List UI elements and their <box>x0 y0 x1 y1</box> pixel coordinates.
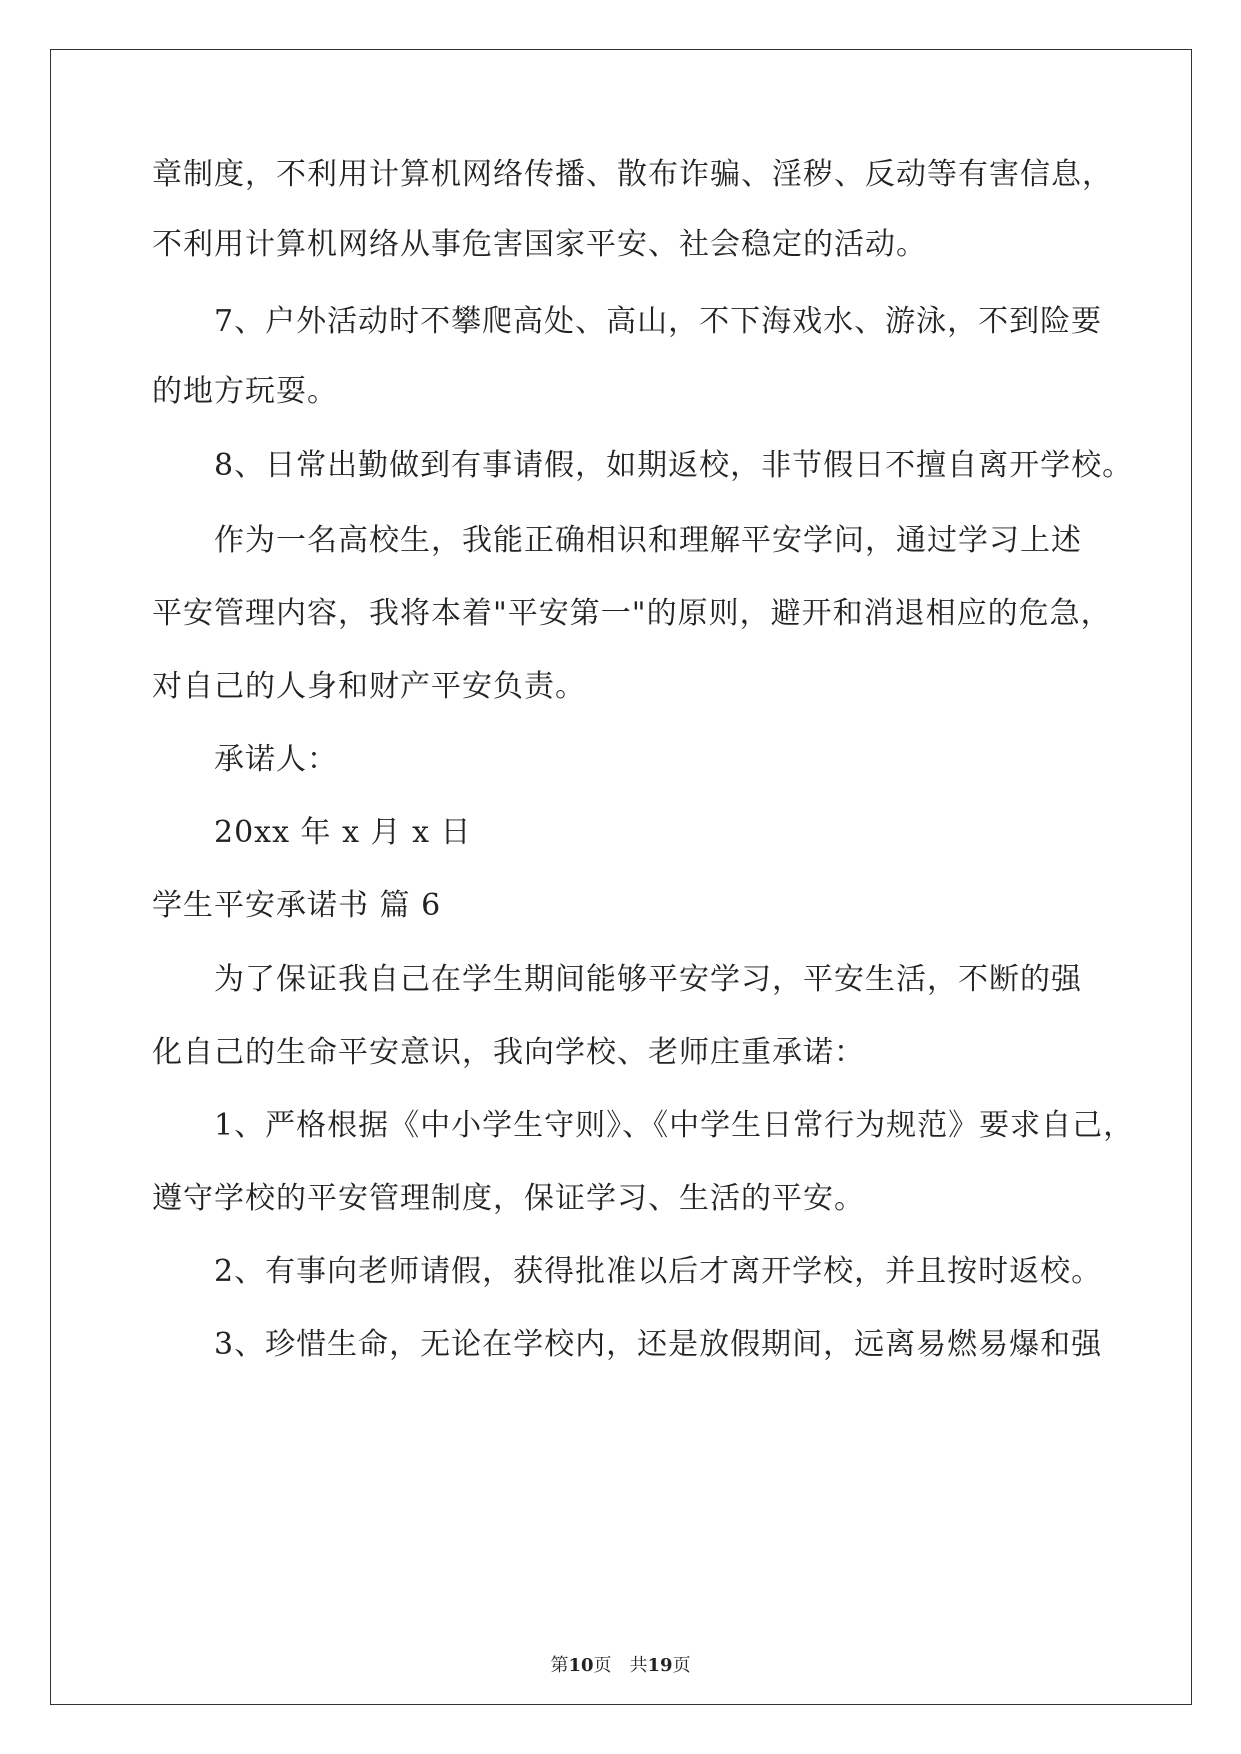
footer-total-prefix: 共 <box>629 1655 648 1676</box>
body-line-11: 1、严格根据《中小学生守则》、《中学生日常行为规范》要求自己， <box>214 1108 1135 1143</box>
body-line-5: 8、日常出勤做到有事请假，如期返校，非节假日不擅自离开学校。 <box>214 448 1134 483</box>
body-line-2: 不利用计算机网络从事危害国家平安、社会稳定的活动。 <box>152 227 927 262</box>
signatory-label: 承诺人： <box>214 742 338 777</box>
date-line: 20xx 年 x 月 x 日 <box>214 815 472 850</box>
body-line-7: 平安管理内容，我将本着"平安第一"的原则，避开和消退相应的危急， <box>152 596 1112 631</box>
body-line-3: 7、户外活动时不攀爬高处、高山，不下海戏水、游泳，不到险要 <box>214 304 1103 339</box>
body-line-4: 的地方玩耍。 <box>152 374 338 409</box>
body-line-10: 化自己的生命平安意识，我向学校、老师庄重承诺： <box>152 1035 865 1070</box>
body-line-14: 3、珍惜生命，无论在学校内，还是放假期间，远离易燃易爆和强 <box>214 1327 1103 1362</box>
footer-total-suffix: 页 <box>672 1655 691 1676</box>
body-line-6: 作为一名高校生，我能正确相识和理解平安学问，通过学习上述 <box>214 523 1082 558</box>
footer-page-prefix: 第 <box>550 1655 569 1676</box>
body-line-12: 遵守学校的平安管理制度，保证学习、生活的平安。 <box>152 1181 865 1216</box>
footer-page-total: 19 <box>647 1655 673 1676</box>
body-line-9: 为了保证我自己在学生期间能够平安学习，平安生活，不断的强 <box>214 962 1082 997</box>
body-line-1: 章制度，不利用计算机网络传播、散布诈骗、淫秽、反动等有害信息， <box>152 157 1113 192</box>
body-line-13: 2、有事向老师请假，获得批准以后才离开学校，并且按时返校。 <box>214 1254 1103 1289</box>
page-border <box>50 49 1192 1705</box>
section-heading: 学生平安承诺书 篇 6 <box>152 888 442 923</box>
footer-page-current: 10 <box>568 1655 594 1676</box>
footer-page-suffix: 页 <box>593 1655 612 1676</box>
body-line-8: 对自己的人身和财产平安负责。 <box>152 669 586 704</box>
page-footer <box>0 1654 1241 1678</box>
